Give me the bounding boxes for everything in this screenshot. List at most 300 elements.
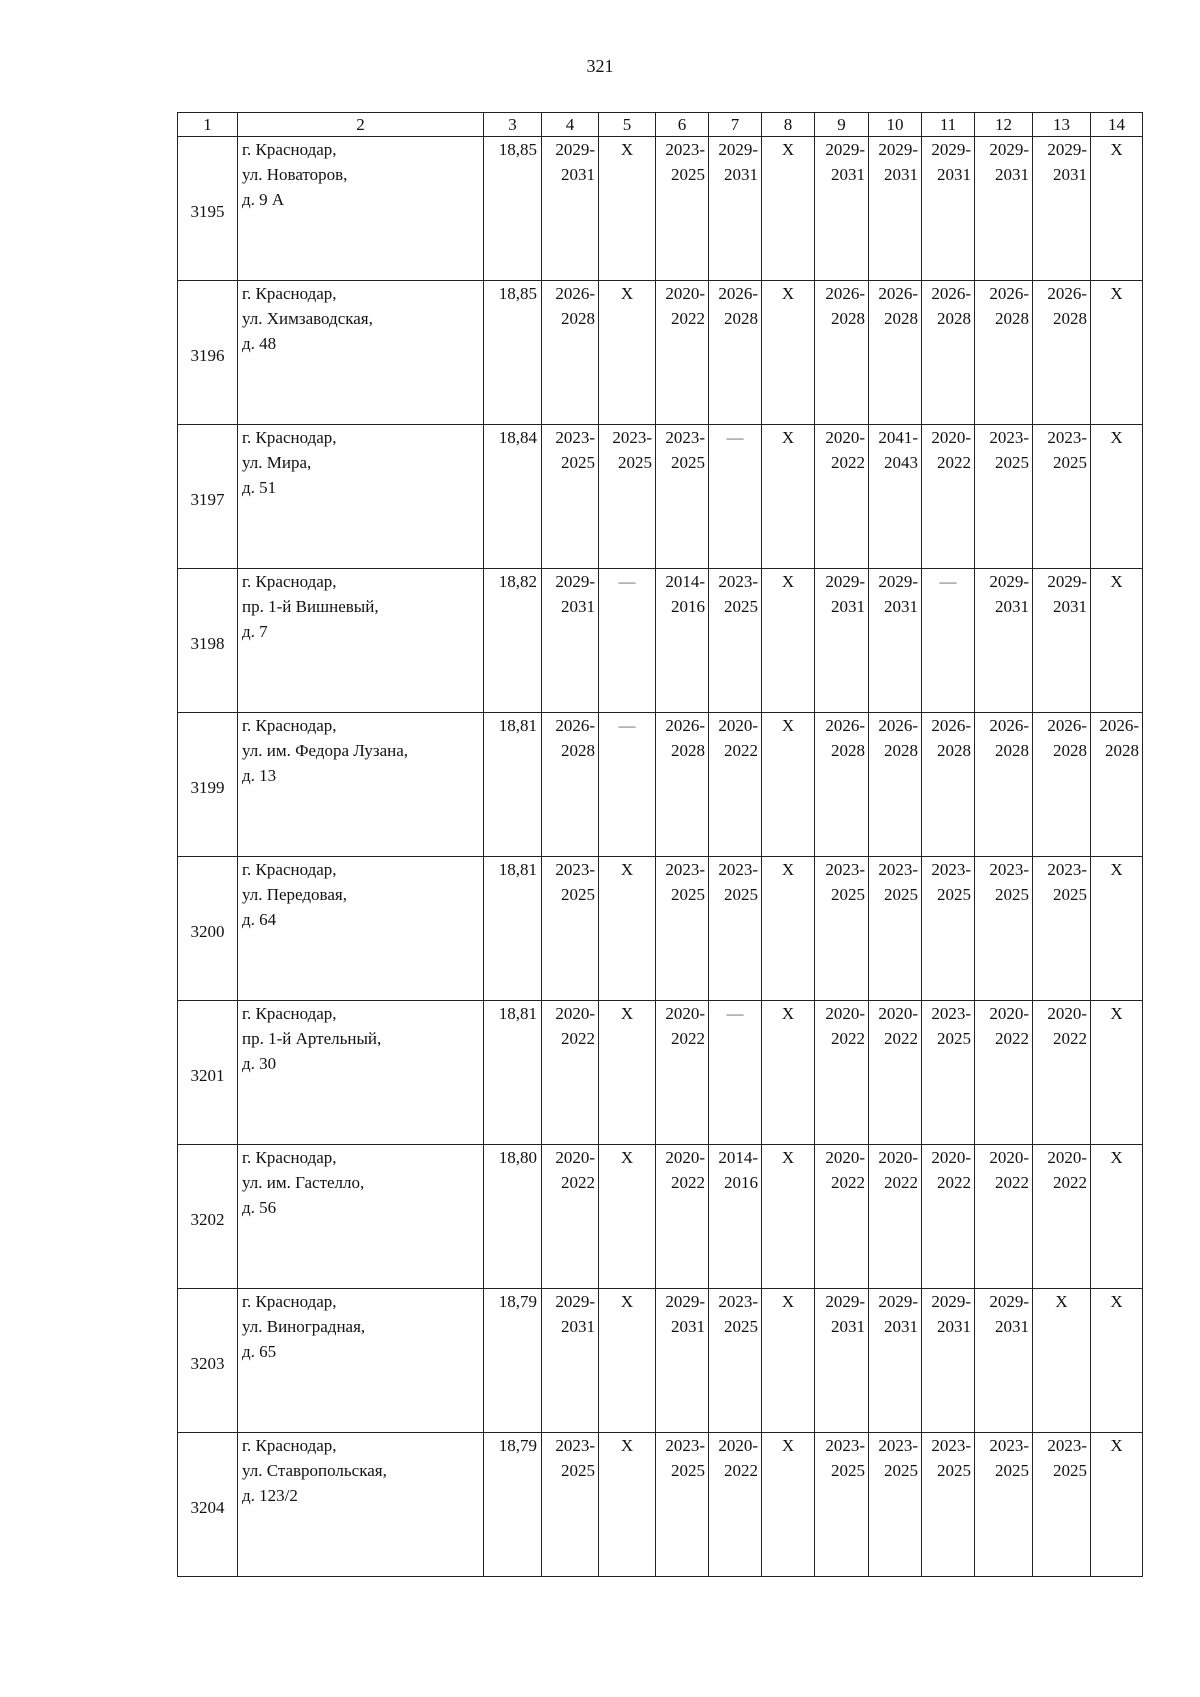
period-cell bbox=[656, 1289, 709, 1433]
dash-mark: — bbox=[726, 1004, 744, 1023]
period-cell bbox=[709, 425, 762, 569]
period-text: X bbox=[1110, 572, 1123, 591]
period-text: 2026- bbox=[1047, 284, 1087, 303]
period-cell bbox=[922, 281, 975, 425]
period-cell bbox=[762, 857, 815, 1001]
area-value: 18,81 bbox=[484, 1001, 542, 1145]
period-cell bbox=[542, 1433, 599, 1577]
period-text: 2026- bbox=[825, 284, 865, 303]
period-text: X bbox=[620, 1436, 634, 1455]
address-line: ул. им. Федора Лузана, bbox=[242, 741, 409, 760]
period-cell bbox=[762, 425, 815, 569]
period-cell bbox=[709, 713, 762, 857]
period-text: 2028 bbox=[1105, 741, 1139, 760]
column-header: 8 bbox=[762, 113, 815, 137]
period-text: 2031 bbox=[724, 165, 758, 184]
period-cell bbox=[922, 137, 975, 281]
period-cell bbox=[815, 281, 869, 425]
period-cell bbox=[762, 713, 815, 857]
period-cell bbox=[599, 1433, 656, 1577]
period-text: X bbox=[1110, 428, 1123, 447]
period-text: 2022 bbox=[671, 1029, 705, 1048]
period-cell bbox=[922, 425, 975, 569]
period-cell bbox=[762, 569, 815, 713]
period-text: 2029- bbox=[825, 140, 865, 159]
period-cell bbox=[599, 281, 656, 425]
period-cell bbox=[869, 1289, 922, 1433]
period-text: 2023- bbox=[555, 1436, 595, 1455]
dash-mark: — bbox=[618, 572, 636, 591]
period-cell bbox=[656, 1145, 709, 1289]
period-text: 2020- bbox=[825, 428, 865, 447]
period-text: X bbox=[1110, 1292, 1123, 1311]
period-text: 2029- bbox=[1047, 140, 1087, 159]
period-cell bbox=[1033, 857, 1091, 1001]
period-cell bbox=[656, 137, 709, 281]
header-row bbox=[178, 113, 1143, 137]
address-line: г. Краснодар, bbox=[242, 1436, 337, 1455]
period-cell bbox=[656, 281, 709, 425]
period-cell bbox=[1091, 137, 1143, 281]
period-text: 2023- bbox=[718, 860, 758, 879]
period-cell bbox=[815, 713, 869, 857]
period-text: 2028 bbox=[831, 309, 865, 328]
period-text: 2023- bbox=[931, 1436, 971, 1455]
period-text: 2028 bbox=[724, 309, 758, 328]
period-text: 2023- bbox=[825, 860, 865, 879]
period-cell bbox=[599, 1145, 656, 1289]
address-line: ул. им. Гастелло, bbox=[242, 1173, 365, 1192]
table-row bbox=[178, 425, 1143, 569]
address-cell bbox=[238, 569, 484, 713]
address-line: г. Краснодар, bbox=[242, 1148, 337, 1167]
period-cell bbox=[542, 569, 599, 713]
address-line: д. 65 bbox=[242, 1342, 277, 1361]
column-header: 1 bbox=[178, 113, 238, 137]
period-cell bbox=[599, 713, 656, 857]
table-row bbox=[178, 1145, 1143, 1289]
period-text: 2023- bbox=[1047, 1436, 1087, 1455]
period-text: X bbox=[1110, 860, 1123, 879]
address-cell bbox=[238, 713, 484, 857]
dash-mark: — bbox=[618, 716, 636, 735]
period-text: 2031 bbox=[884, 597, 918, 616]
period-text: 2025 bbox=[724, 885, 758, 904]
period-text: X bbox=[781, 572, 795, 591]
period-text: 2023- bbox=[555, 428, 595, 447]
period-text: 2029- bbox=[878, 1292, 918, 1311]
dash-mark: — bbox=[726, 428, 744, 447]
data-table bbox=[177, 112, 1143, 1577]
period-text: 2023- bbox=[1047, 428, 1087, 447]
period-text: X bbox=[1110, 1436, 1123, 1455]
period-text: 2031 bbox=[884, 1317, 918, 1336]
period-text: 2023- bbox=[555, 860, 595, 879]
period-text: X bbox=[781, 1292, 795, 1311]
period-text: 2022 bbox=[995, 1173, 1029, 1192]
period-cell bbox=[1033, 1289, 1091, 1433]
period-cell bbox=[1033, 425, 1091, 569]
address-line: д. 56 bbox=[242, 1198, 277, 1217]
period-text: 2031 bbox=[831, 597, 865, 616]
period-text: 2028 bbox=[937, 741, 971, 760]
address-line: д. 51 bbox=[242, 478, 277, 497]
address-cell bbox=[238, 137, 484, 281]
address-cell bbox=[238, 857, 484, 1001]
period-cell bbox=[1091, 1145, 1143, 1289]
period-text: 2025 bbox=[561, 453, 595, 472]
period-text: 2023- bbox=[825, 1436, 865, 1455]
period-text: 2025 bbox=[1053, 885, 1087, 904]
period-text: X bbox=[1110, 1148, 1123, 1167]
period-cell bbox=[975, 1433, 1033, 1577]
period-text: X bbox=[1055, 1292, 1068, 1311]
period-text: 2026- bbox=[931, 716, 971, 735]
address-line: д. 48 bbox=[242, 334, 277, 353]
period-text: 2022 bbox=[724, 741, 758, 760]
period-cell bbox=[975, 857, 1033, 1001]
table-row bbox=[178, 1433, 1143, 1577]
period-text: 2023- bbox=[718, 572, 758, 591]
address-line: ул. Виноградная, bbox=[242, 1317, 366, 1336]
column-header: 6 bbox=[656, 113, 709, 137]
period-text: 2029- bbox=[931, 1292, 971, 1311]
table-row bbox=[178, 1001, 1143, 1145]
period-text: 2028 bbox=[671, 741, 705, 760]
period-cell bbox=[599, 425, 656, 569]
period-text: X bbox=[781, 860, 795, 879]
period-cell bbox=[1091, 713, 1143, 857]
area-value: 18,85 bbox=[484, 281, 542, 425]
period-text: 2023- bbox=[878, 1436, 918, 1455]
period-cell bbox=[656, 1433, 709, 1577]
area-value: 18,84 bbox=[484, 425, 542, 569]
period-cell bbox=[542, 425, 599, 569]
period-text: 2023- bbox=[878, 860, 918, 879]
address-cell bbox=[238, 1289, 484, 1433]
period-cell bbox=[869, 425, 922, 569]
period-cell bbox=[1033, 137, 1091, 281]
period-text: 2022 bbox=[561, 1173, 595, 1192]
period-text: 2025 bbox=[724, 1317, 758, 1336]
period-cell bbox=[1033, 281, 1091, 425]
period-text: 2041- bbox=[878, 428, 918, 447]
period-cell bbox=[975, 1145, 1033, 1289]
area-value: 18,85 bbox=[484, 137, 542, 281]
period-text: 2031 bbox=[671, 1317, 705, 1336]
period-cell bbox=[656, 857, 709, 1001]
period-cell bbox=[1091, 1001, 1143, 1145]
period-text: 2031 bbox=[561, 165, 595, 184]
page-number: 321 bbox=[586, 56, 614, 76]
period-text: 2025 bbox=[561, 1461, 595, 1480]
period-cell bbox=[922, 1433, 975, 1577]
address-line: ул. Новаторов, bbox=[242, 165, 348, 184]
period-cell bbox=[709, 857, 762, 1001]
period-text: X bbox=[620, 1292, 634, 1311]
period-cell bbox=[656, 713, 709, 857]
period-text: 2025 bbox=[884, 885, 918, 904]
period-cell bbox=[975, 281, 1033, 425]
period-text: 2025 bbox=[937, 1461, 971, 1480]
address-line: г. Краснодар, bbox=[242, 284, 337, 303]
period-text: 2026- bbox=[555, 716, 595, 735]
period-text: 2025 bbox=[831, 1461, 865, 1480]
period-cell bbox=[815, 857, 869, 1001]
period-text: 2020- bbox=[878, 1148, 918, 1167]
period-text: X bbox=[781, 1004, 795, 1023]
period-text: 2020- bbox=[555, 1004, 595, 1023]
period-text: 2022 bbox=[831, 1029, 865, 1048]
period-text: 2025 bbox=[561, 885, 595, 904]
period-text: 2016 bbox=[724, 1173, 758, 1192]
period-text: 2028 bbox=[995, 741, 1029, 760]
period-text: 2023- bbox=[665, 860, 705, 879]
period-cell bbox=[1091, 857, 1143, 1001]
period-text: 2025 bbox=[1053, 453, 1087, 472]
period-cell bbox=[975, 425, 1033, 569]
period-text: 2031 bbox=[995, 1317, 1029, 1336]
address-cell bbox=[238, 1433, 484, 1577]
period-text: X bbox=[1110, 140, 1123, 159]
period-cell bbox=[762, 1001, 815, 1145]
address-line: д. 9 А bbox=[242, 190, 285, 209]
period-text: 2022 bbox=[671, 1173, 705, 1192]
period-text: 2020- bbox=[665, 1004, 705, 1023]
row-number: 3197 bbox=[178, 425, 238, 569]
column-header: 14 bbox=[1091, 113, 1143, 137]
period-text: 2022 bbox=[1053, 1173, 1087, 1192]
period-text: 2022 bbox=[561, 1029, 595, 1048]
period-cell bbox=[1033, 1433, 1091, 1577]
address-cell bbox=[238, 1145, 484, 1289]
address-line: ул. Передовая, bbox=[242, 885, 347, 904]
table-row bbox=[178, 137, 1143, 281]
period-cell bbox=[542, 713, 599, 857]
period-cell bbox=[709, 1289, 762, 1433]
row-number: 3201 bbox=[178, 1001, 238, 1145]
period-text: 2025 bbox=[937, 1029, 971, 1048]
period-cell bbox=[815, 569, 869, 713]
address-line: г. Краснодар, bbox=[242, 428, 337, 447]
address-line: г. Краснодар, bbox=[242, 572, 337, 591]
period-text: X bbox=[620, 1004, 634, 1023]
area-value: 18,79 bbox=[484, 1289, 542, 1433]
period-text: 2022 bbox=[831, 1173, 865, 1192]
period-text: 2026- bbox=[718, 284, 758, 303]
period-cell bbox=[709, 1001, 762, 1145]
period-text: 2029- bbox=[931, 140, 971, 159]
row-number: 3195 bbox=[178, 137, 238, 281]
period-text: 2028 bbox=[995, 309, 1029, 328]
period-cell bbox=[542, 281, 599, 425]
period-text: 2020- bbox=[718, 1436, 758, 1455]
period-cell bbox=[975, 713, 1033, 857]
period-text: 2020- bbox=[825, 1148, 865, 1167]
period-text: 2028 bbox=[884, 741, 918, 760]
address-line: г. Краснодар, bbox=[242, 860, 337, 879]
period-text: 2031 bbox=[937, 1317, 971, 1336]
period-text: 2029- bbox=[989, 572, 1029, 591]
area-value: 18,82 bbox=[484, 569, 542, 713]
address-line: г. Краснодар, bbox=[242, 140, 337, 159]
period-cell bbox=[599, 857, 656, 1001]
period-text: X bbox=[1110, 284, 1123, 303]
period-text: 2025 bbox=[995, 1461, 1029, 1480]
period-text: 2020- bbox=[931, 428, 971, 447]
period-text: 2029- bbox=[555, 572, 595, 591]
period-text: 2023- bbox=[1047, 860, 1087, 879]
period-text: 2028 bbox=[561, 309, 595, 328]
period-text: 2022 bbox=[884, 1173, 918, 1192]
period-cell bbox=[542, 1001, 599, 1145]
area-value: 18,81 bbox=[484, 857, 542, 1001]
address-line: д. 7 bbox=[242, 622, 268, 641]
period-text: 2031 bbox=[937, 165, 971, 184]
period-cell bbox=[1033, 569, 1091, 713]
period-text: 2031 bbox=[831, 1317, 865, 1336]
period-text: 2020- bbox=[931, 1148, 971, 1167]
period-cell bbox=[542, 1145, 599, 1289]
period-cell bbox=[542, 137, 599, 281]
period-text: 2031 bbox=[561, 1317, 595, 1336]
period-cell bbox=[709, 281, 762, 425]
address-cell bbox=[238, 425, 484, 569]
period-cell bbox=[869, 281, 922, 425]
period-cell bbox=[762, 1289, 815, 1433]
period-cell bbox=[922, 569, 975, 713]
period-text: 2031 bbox=[884, 165, 918, 184]
period-text: 2031 bbox=[1053, 165, 1087, 184]
period-text: X bbox=[781, 428, 795, 447]
period-text: 2023- bbox=[931, 1004, 971, 1023]
column-header: 2 bbox=[238, 113, 484, 137]
period-cell bbox=[1033, 713, 1091, 857]
table-row bbox=[178, 569, 1143, 713]
period-text: 2020- bbox=[665, 284, 705, 303]
address-line: д. 13 bbox=[242, 766, 277, 785]
column-header: 12 bbox=[975, 113, 1033, 137]
period-cell bbox=[709, 569, 762, 713]
period-cell bbox=[975, 569, 1033, 713]
period-text: 2043 bbox=[884, 453, 918, 472]
period-text: 2025 bbox=[884, 1461, 918, 1480]
period-cell bbox=[709, 1145, 762, 1289]
period-text: 2022 bbox=[884, 1029, 918, 1048]
period-text: 2029- bbox=[878, 140, 918, 159]
period-text: 2025 bbox=[995, 885, 1029, 904]
period-cell bbox=[869, 713, 922, 857]
period-cell bbox=[922, 1145, 975, 1289]
period-text: 2020- bbox=[665, 1148, 705, 1167]
period-text: 2026- bbox=[989, 716, 1029, 735]
period-cell bbox=[542, 1289, 599, 1433]
period-text: X bbox=[781, 140, 795, 159]
row-number: 3196 bbox=[178, 281, 238, 425]
period-text: 2022 bbox=[671, 309, 705, 328]
period-cell bbox=[1091, 1289, 1143, 1433]
period-cell bbox=[709, 1433, 762, 1577]
address-line: ул. Ставропольская, bbox=[242, 1461, 387, 1480]
table-row bbox=[178, 281, 1143, 425]
period-text: 2031 bbox=[995, 597, 1029, 616]
period-cell bbox=[599, 569, 656, 713]
period-text: 2031 bbox=[561, 597, 595, 616]
period-text: 2028 bbox=[831, 741, 865, 760]
period-text: 2025 bbox=[831, 885, 865, 904]
period-text: 2022 bbox=[831, 453, 865, 472]
period-cell bbox=[762, 1433, 815, 1577]
address-line: д. 64 bbox=[242, 910, 277, 929]
period-text: 2025 bbox=[1053, 1461, 1087, 1480]
area-value: 18,80 bbox=[484, 1145, 542, 1289]
period-text: 2025 bbox=[671, 453, 705, 472]
period-text: 2029- bbox=[1047, 572, 1087, 591]
period-cell bbox=[599, 1289, 656, 1433]
period-text: 2025 bbox=[937, 885, 971, 904]
table-row bbox=[178, 713, 1143, 857]
period-cell bbox=[1033, 1001, 1091, 1145]
period-text: 2020- bbox=[718, 716, 758, 735]
period-text: 2031 bbox=[995, 165, 1029, 184]
period-text: 2028 bbox=[884, 309, 918, 328]
period-text: 2029- bbox=[555, 140, 595, 159]
column-header: 9 bbox=[815, 113, 869, 137]
period-cell bbox=[869, 1001, 922, 1145]
period-cell bbox=[1033, 1145, 1091, 1289]
period-text: X bbox=[781, 1148, 795, 1167]
period-text: X bbox=[620, 140, 634, 159]
address-line: пр. 1-й Вишневый, bbox=[242, 597, 379, 616]
period-text: 2020- bbox=[989, 1004, 1029, 1023]
row-number: 3204 bbox=[178, 1433, 238, 1577]
period-cell bbox=[815, 137, 869, 281]
period-cell bbox=[656, 569, 709, 713]
period-cell bbox=[815, 1145, 869, 1289]
period-text: 2023- bbox=[989, 1436, 1029, 1455]
period-text: 2020- bbox=[825, 1004, 865, 1023]
period-cell bbox=[1091, 281, 1143, 425]
period-text: 2029- bbox=[825, 572, 865, 591]
period-text: 2028 bbox=[1053, 741, 1087, 760]
period-text: 2029- bbox=[989, 1292, 1029, 1311]
period-text: 2025 bbox=[724, 597, 758, 616]
period-cell bbox=[869, 569, 922, 713]
period-cell bbox=[975, 137, 1033, 281]
period-text: 2022 bbox=[995, 1029, 1029, 1048]
period-text: 2014- bbox=[665, 572, 705, 591]
period-cell bbox=[656, 425, 709, 569]
period-cell bbox=[599, 137, 656, 281]
period-cell bbox=[815, 1289, 869, 1433]
area-value: 18,81 bbox=[484, 713, 542, 857]
period-text: 2023- bbox=[989, 428, 1029, 447]
address-line: д. 30 bbox=[242, 1054, 277, 1073]
period-cell bbox=[869, 137, 922, 281]
period-text: 2023- bbox=[665, 428, 705, 447]
period-text: 2031 bbox=[1053, 597, 1087, 616]
row-number: 3198 bbox=[178, 569, 238, 713]
period-text: X bbox=[781, 284, 795, 303]
period-text: 2023- bbox=[931, 860, 971, 879]
period-text: 2026- bbox=[878, 284, 918, 303]
period-cell bbox=[542, 857, 599, 1001]
period-text: 2028 bbox=[1053, 309, 1087, 328]
period-cell bbox=[975, 1001, 1033, 1145]
period-text: 2026- bbox=[931, 284, 971, 303]
period-cell bbox=[599, 1001, 656, 1145]
row-number: 3202 bbox=[178, 1145, 238, 1289]
